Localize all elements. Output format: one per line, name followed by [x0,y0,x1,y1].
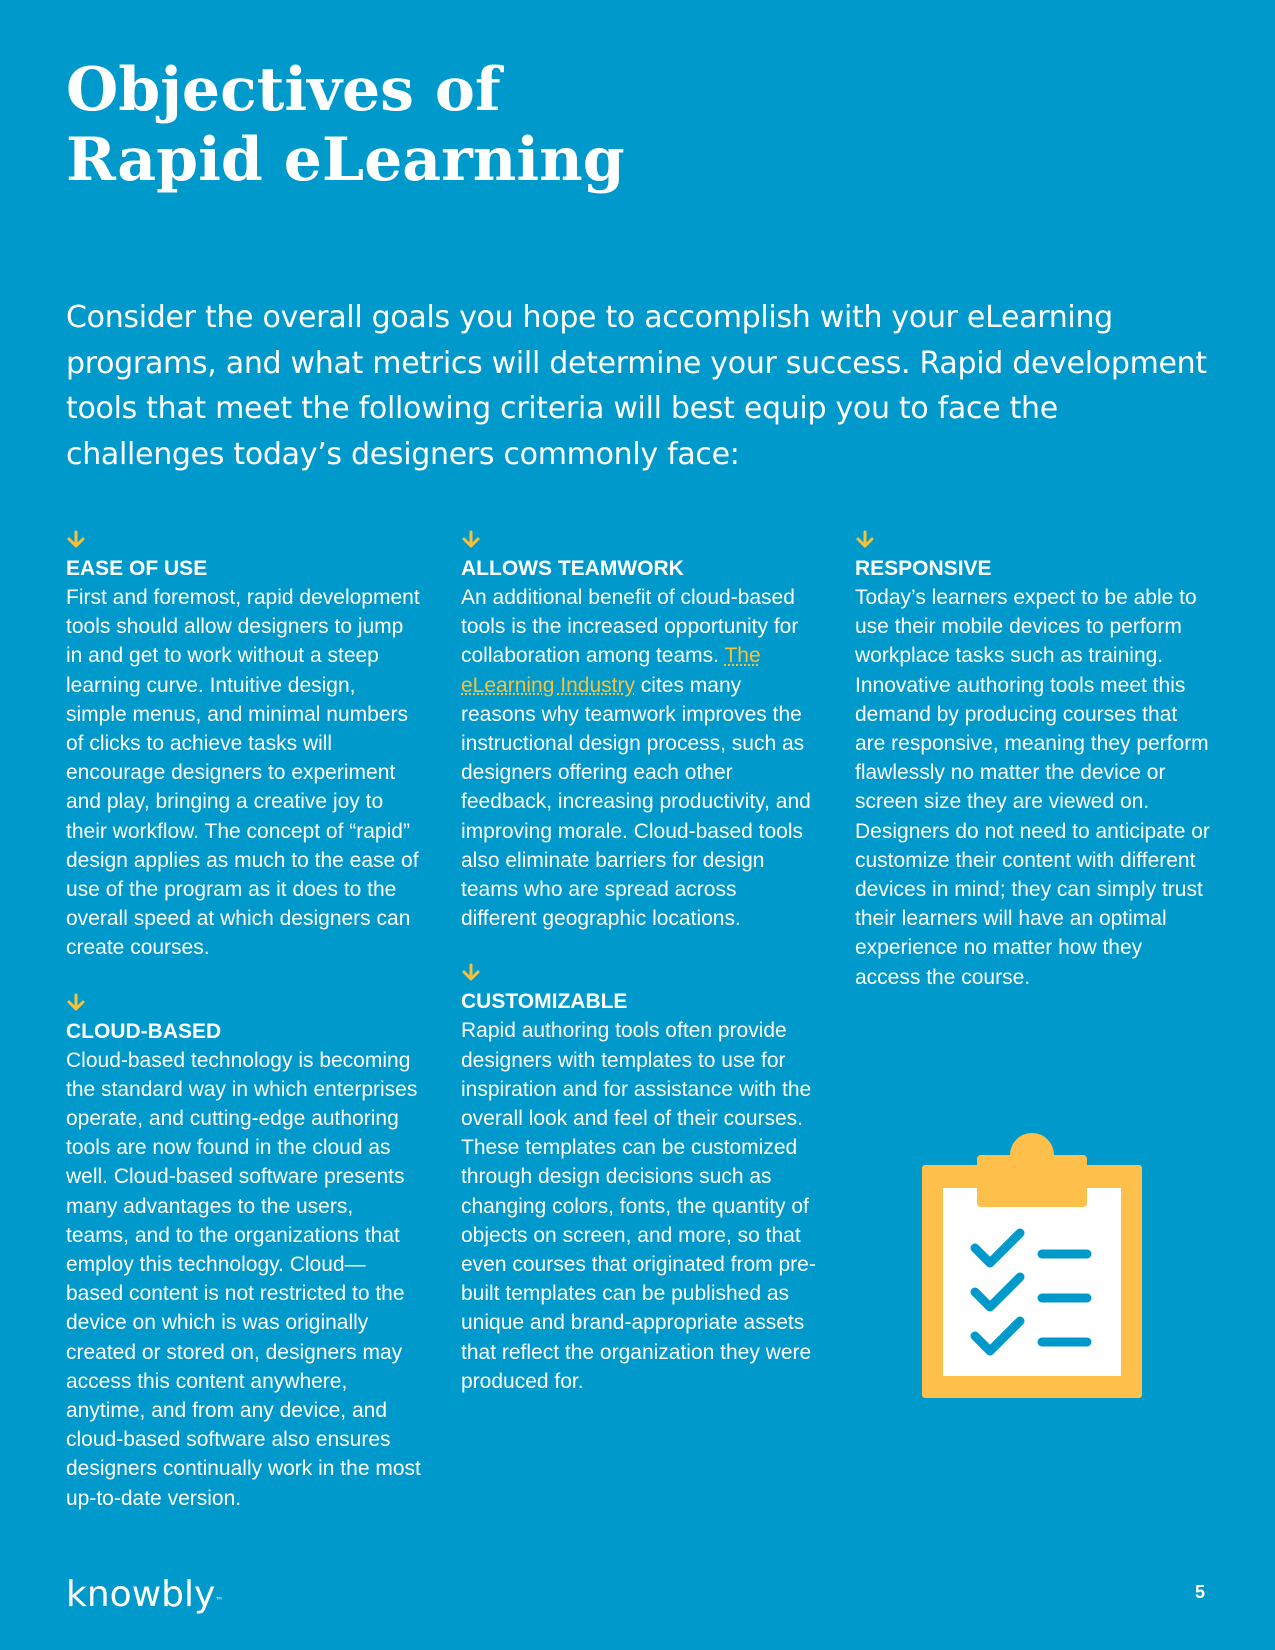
section-heading: CLOUD-BASED [66,1019,222,1043]
page-title-line2: Rapid eLearning [66,125,625,195]
clipboard-checklist-icon [920,1133,1144,1400]
arrow-down-icon [66,530,86,550]
arrow-down-icon [855,530,875,550]
arrow-down-icon [66,993,86,1013]
section-body [461,583,816,933]
section-body-text: cites many reasons why teamwork improves the instructional design process, such as designers offering each other feedback, increasing productivity, and improving morale. Cloud-based tools also eliminate barriers for design teams who are spread across different geographic locations. [461,673,811,931]
section-body: First and foremost, rapid development tools should allow designers to jump in and get to work without a steep learning curve. Intuitive design, simple menus, and minimal numbers of clicks to achieve tasks will encourage designers to experiment and play, bringing a creative joy to their workflow. The concept of “rapid” design applies as much to the ease of use of the program as it does to the overall speed at which designers can create courses. [66,586,420,960]
page-title-line1: Objectives of [66,55,501,125]
page-number: 5 [1195,1582,1206,1602]
section-responsive [855,530,1210,992]
section-body: Today’s learners expect to be able to use their mobile devices to perform workplace tasks such as training. Innovative authoring tools meet this demand by producing courses that are responsive, meaning they perform flawlessly no matter the device or screen size they are viewed on. Designers do not need to anticipate or customize their content with different devices in mind; they can simply trust their learners will have an optimal experience no matter how they access the course. [855,586,1210,989]
section-allows-teamwork [461,530,816,933]
page-title [66,55,866,195]
section-heading: RESPONSIVE [855,557,992,580]
arrow-down-icon [461,530,481,550]
section-cloud-based [66,993,421,1513]
section-body: Cloud-based technology is becoming the standard way in which enterprises operate, and cutting-edge authoring tools are now found in the cloud as well. Cloud-based software presents many advantages to the users, teams, and to the organizations that employ this technology. Cloud—based content is not restricted to the device on which is was originally created or stored on, designers may access this content anywhere, anytime, and from any device, and cloud-based software also ensures designers continually work in the most up-to-date version. [66,1048,421,1510]
column-middle [461,530,816,1426]
trademark-symbol: ™ [215,1596,224,1605]
elearning-industry-link[interactable]: The eLearning Industry [461,644,761,697]
column-left [66,530,421,1543]
logo-text: knowbly [66,1574,216,1615]
section-body: Rapid authoring tools often provide designers with templates to use for inspiration and for assistance with the overall look and feel of their courses. These templates can be customized through design decisions such as changing colors, fonts, the quantity of objects on screen, and more, so that even courses that originated from pre-built templates can be published as unique and brand-appropriate assets that reflect the organization they were produced for. [461,1019,816,1393]
knowbly-logo [66,1575,223,1615]
section-heading: EASE OF USE [66,557,208,580]
section-heading: ALLOWS TEAMWORK [461,557,684,580]
section-body-text: An additional benefit of cloud-based tools is the increased opportunity for collaboration among teams. [461,586,799,668]
section-customizable [461,963,816,1396]
section-ease-of-use [66,530,421,963]
section-heading: CUSTOMIZABLE [461,990,628,1014]
intro-paragraph: Consider the overall goals you hope to accomplish with your eLearning programs, and what metrics will determine your success. Rapid development tools that meet the following criteria will best equip you to face the challenges today’s designers commonly face: [66,300,1207,472]
arrow-down-icon [461,963,481,983]
column-right [855,530,1210,1022]
